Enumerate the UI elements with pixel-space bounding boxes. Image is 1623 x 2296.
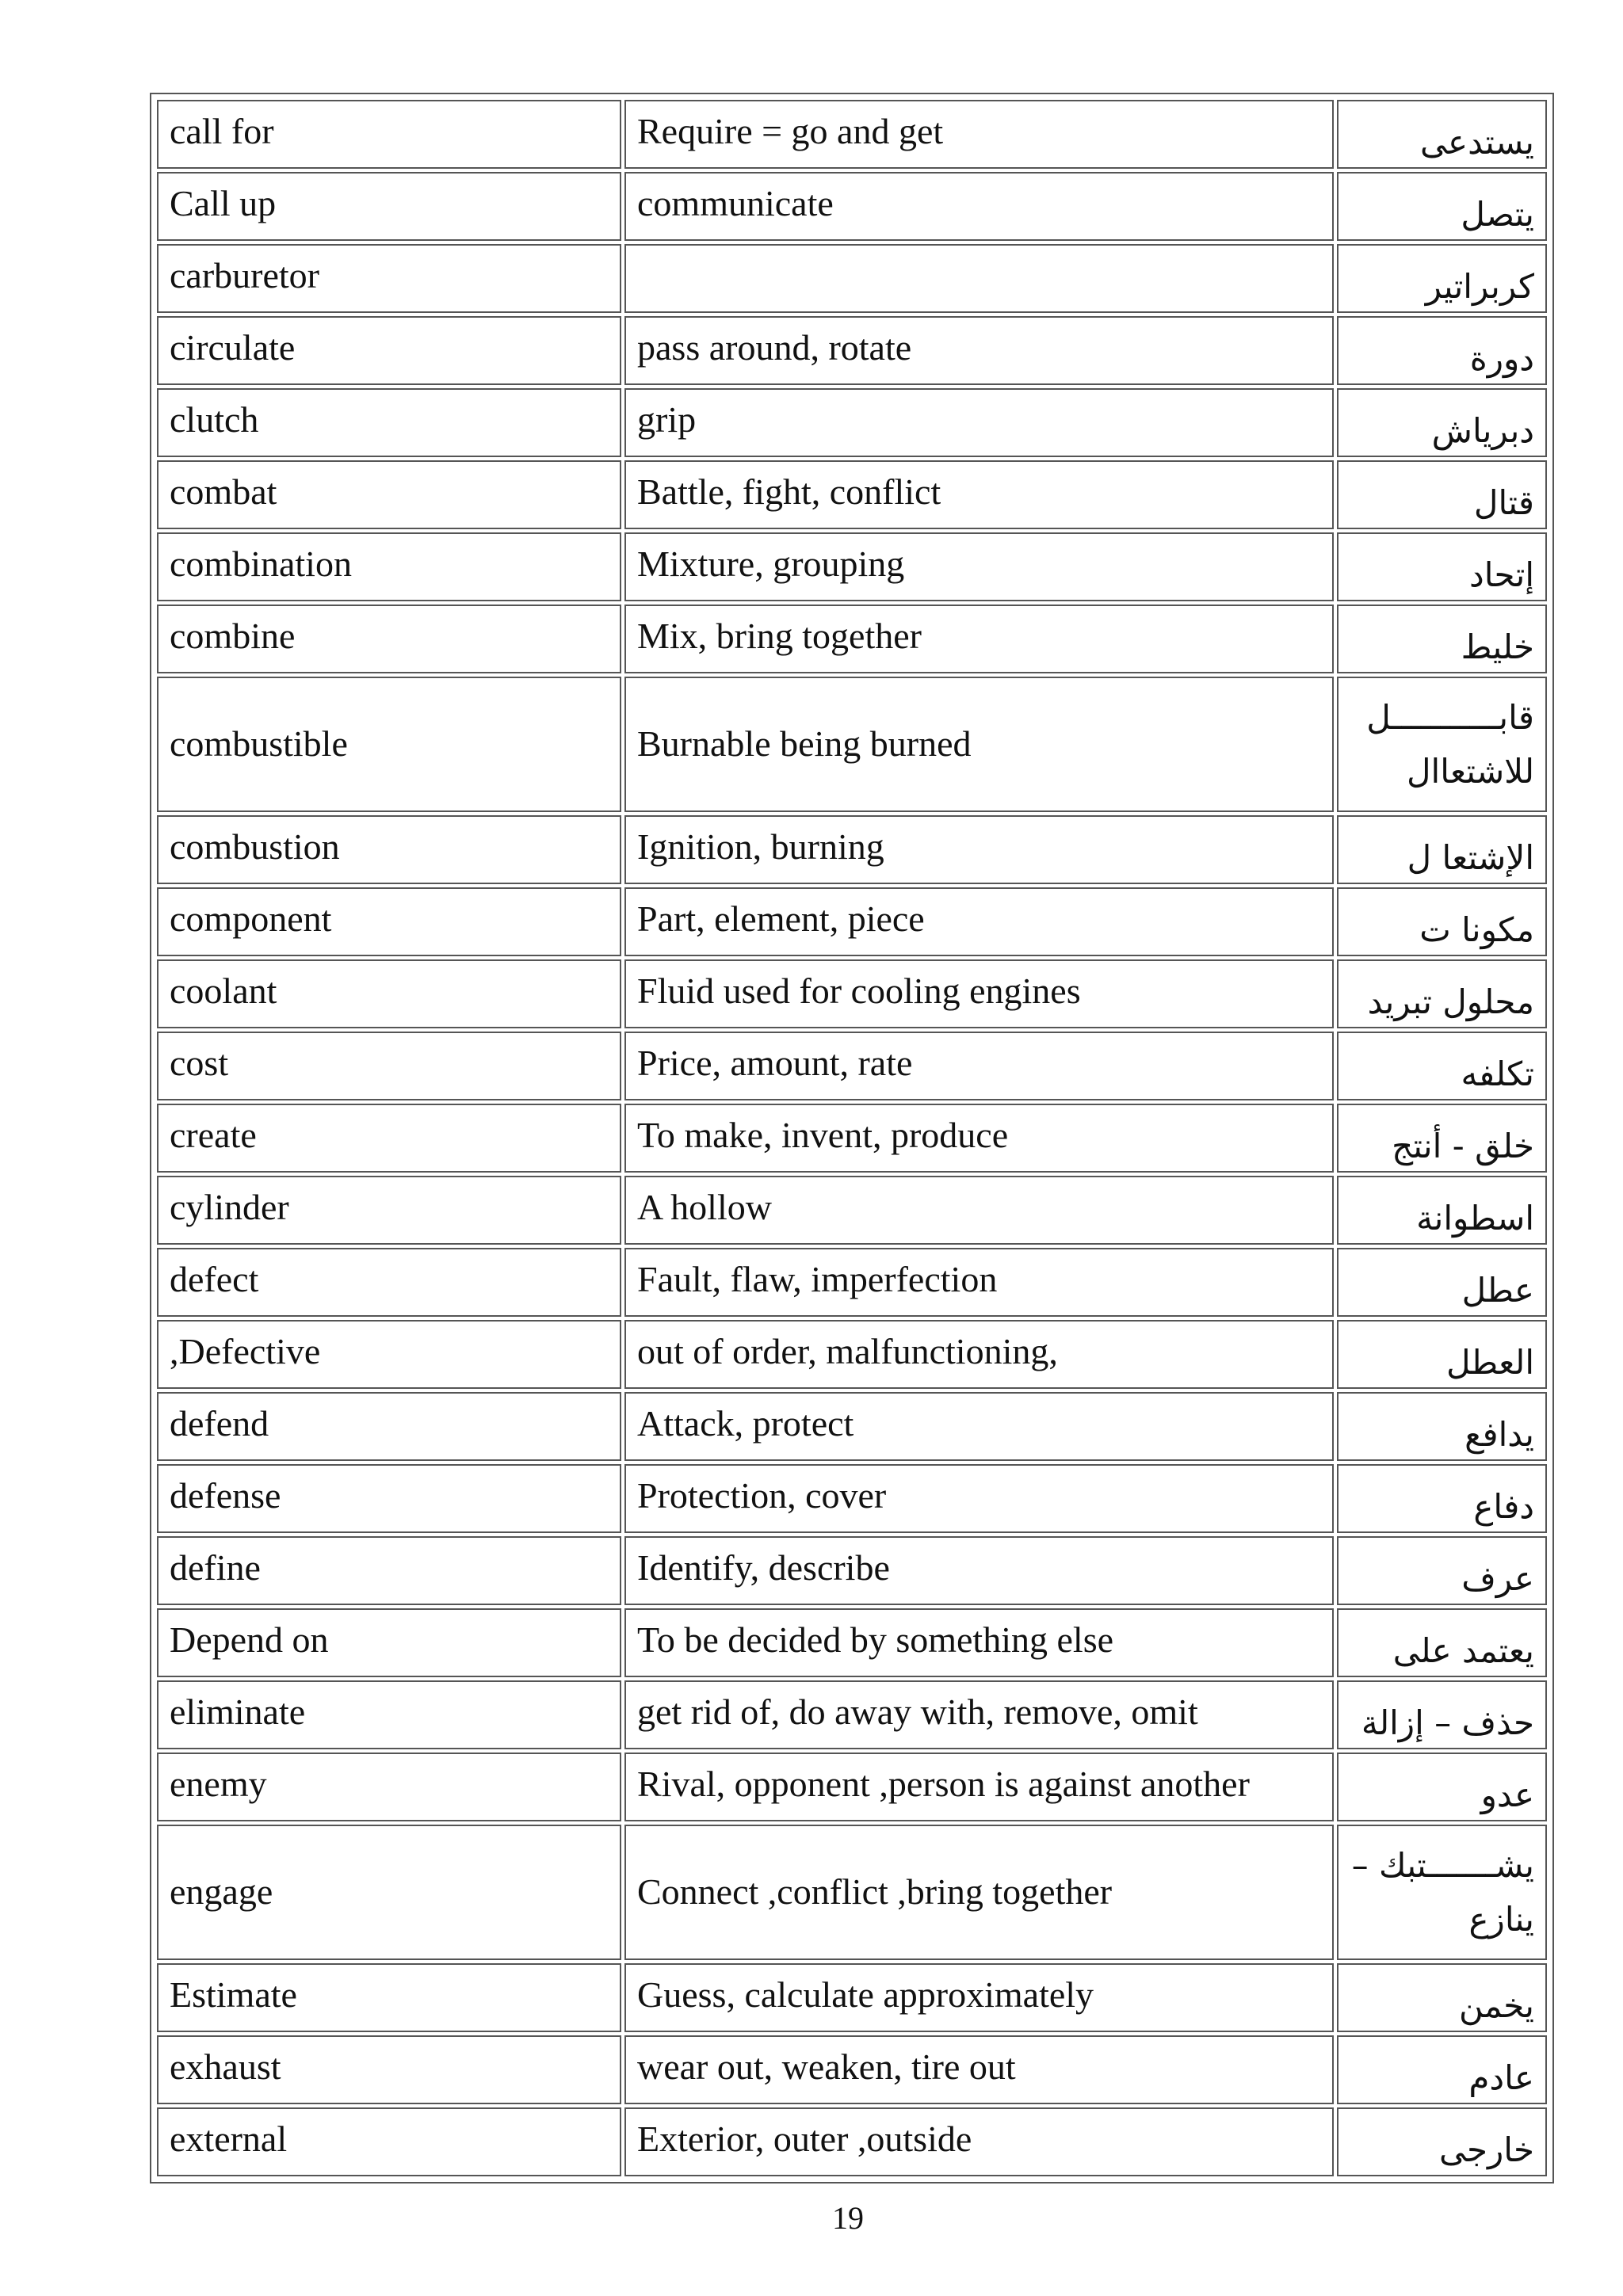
arabic-translation-cell: عادم — [1337, 2035, 1547, 2104]
term-cell: combine — [157, 605, 621, 673]
arabic-translation-cell: يدافع — [1337, 1392, 1547, 1461]
arabic-translation-cell: عطل — [1337, 1248, 1547, 1317]
arabic-translation-cell: الإشتعا ل — [1337, 815, 1547, 884]
table-row — [157, 1464, 1547, 1533]
definition-cell: Mix, bring together — [624, 605, 1334, 673]
definition-cell — [624, 244, 1334, 313]
arabic-translation-cell: خليط — [1337, 605, 1547, 673]
definition-cell: Battle, fight, conflict — [624, 460, 1334, 529]
definition-cell: Fluid used for cooling engines — [624, 959, 1334, 1028]
definition-cell: wear out, weaken, tire out — [624, 2035, 1334, 2104]
term-cell: defect — [157, 1248, 621, 1317]
term-cell: defend — [157, 1392, 621, 1461]
arabic-translation-cell: يستدعى — [1337, 100, 1547, 169]
term-cell: circulate — [157, 316, 621, 385]
term-cell: combustion — [157, 815, 621, 884]
term-cell: combustible — [157, 677, 621, 812]
table-row — [157, 244, 1547, 313]
term-cell: create — [157, 1104, 621, 1173]
definition-cell: Identify, describe — [624, 1536, 1334, 1605]
arabic-translation-cell: حذف – إزالة — [1337, 1680, 1547, 1749]
term-cell: external — [157, 2107, 621, 2176]
term-cell: combat — [157, 460, 621, 529]
table-row — [157, 887, 1547, 956]
vocabulary-table-frame — [150, 93, 1554, 2183]
arabic-translation-cell: دفاع — [1337, 1464, 1547, 1533]
definition-cell: To make, invent, produce — [624, 1104, 1334, 1173]
arabic-translation-cell: كربراتير — [1337, 244, 1547, 313]
arabic-translation-cell: اسطوانة — [1337, 1176, 1547, 1245]
definition-cell: pass around, rotate — [624, 316, 1334, 385]
vocabulary-table — [154, 97, 1550, 2180]
term-cell: combination — [157, 532, 621, 601]
arabic-translation-cell: يتصل — [1337, 172, 1547, 241]
term-cell: engage — [157, 1825, 621, 1960]
definition-cell: get rid of, do away with, remove, omit — [624, 1680, 1334, 1749]
arabic-translation-cell: إتحاد — [1337, 532, 1547, 601]
definition-cell: Part, element, piece — [624, 887, 1334, 956]
definition-cell: Burnable being burned — [624, 677, 1334, 812]
arabic-translation-cell: خارجى — [1337, 2107, 1547, 2176]
arabic-translation-cell: مكونا ت — [1337, 887, 1547, 956]
term-cell: coolant — [157, 959, 621, 1028]
table-row — [157, 172, 1547, 241]
table-row — [157, 677, 1547, 812]
page-number: 19 — [832, 2200, 864, 2236]
term-cell: cost — [157, 1032, 621, 1100]
arabic-translation-cell: العطل — [1337, 1320, 1547, 1389]
term-cell: carburetor — [157, 244, 621, 313]
table-row — [157, 959, 1547, 1028]
table-row — [157, 1680, 1547, 1749]
definition-cell: Fault, flaw, imperfection — [624, 1248, 1334, 1317]
table-row — [157, 388, 1547, 457]
arabic-translation-cell: عدو — [1337, 1753, 1547, 1821]
term-cell: Depend on — [157, 1608, 621, 1677]
table-row — [157, 1392, 1547, 1461]
definition-cell: Ignition, burning — [624, 815, 1334, 884]
table-row — [157, 1536, 1547, 1605]
arabic-translation-cell: قتال — [1337, 460, 1547, 529]
definition-cell: communicate — [624, 172, 1334, 241]
arabic-translation-cell: دورة — [1337, 316, 1547, 385]
table-row — [157, 605, 1547, 673]
term-cell: enemy — [157, 1753, 621, 1821]
table-row — [157, 2035, 1547, 2104]
table-row — [157, 1608, 1547, 1677]
definition-cell: Connect ,conflict ,bring together — [624, 1825, 1334, 1960]
term-cell: exhaust — [157, 2035, 621, 2104]
term-cell: Call up — [157, 172, 621, 241]
definition-cell: Require = go and get — [624, 100, 1334, 169]
table-row — [157, 460, 1547, 529]
term-cell: clutch — [157, 388, 621, 457]
table-row — [157, 1825, 1547, 1960]
term-cell: define — [157, 1536, 621, 1605]
arabic-translation-cell: يعتمد على — [1337, 1608, 1547, 1677]
definition-cell: Protection, cover — [624, 1464, 1334, 1533]
table-row — [157, 1104, 1547, 1173]
definition-cell: Price, amount, rate — [624, 1032, 1334, 1100]
vocabulary-table-body — [157, 100, 1547, 2176]
term-cell: defense — [157, 1464, 621, 1533]
table-row — [157, 316, 1547, 385]
table-row — [157, 1320, 1547, 1389]
table-row — [157, 815, 1547, 884]
arabic-translation-cell: قابـــــــــــل للاشتعاال — [1337, 677, 1547, 812]
table-row — [157, 1248, 1547, 1317]
definition-cell: A hollow — [624, 1176, 1334, 1245]
arabic-translation-cell: دبرياش — [1337, 388, 1547, 457]
arabic-translation-cell: يخمن — [1337, 1963, 1547, 2032]
arabic-translation-cell: يشـــــــتبك – ينازع — [1337, 1825, 1547, 1960]
table-row — [157, 532, 1547, 601]
definition-cell: grip — [624, 388, 1334, 457]
definition-cell: To be decided by something else — [624, 1608, 1334, 1677]
definition-cell: Exterior, outer ,outside — [624, 2107, 1334, 2176]
arabic-translation-cell: تكلفه — [1337, 1032, 1547, 1100]
table-row — [157, 1963, 1547, 2032]
arabic-translation-cell: عرف — [1337, 1536, 1547, 1605]
term-cell: ,Defective — [157, 1320, 621, 1389]
definition-cell: Guess, calculate approximately — [624, 1963, 1334, 2032]
term-cell: call for — [157, 100, 621, 169]
table-row — [157, 100, 1547, 169]
definition-cell: Attack, protect — [624, 1392, 1334, 1461]
term-cell: Estimate — [157, 1963, 621, 2032]
term-cell: cylinder — [157, 1176, 621, 1245]
arabic-translation-cell: محلول تبريد — [1337, 959, 1547, 1028]
definition-cell: out of order, malfunctioning, — [624, 1320, 1334, 1389]
term-cell: component — [157, 887, 621, 956]
definition-cell: Rival, opponent ,person is against another — [624, 1753, 1334, 1821]
table-row — [157, 1176, 1547, 1245]
term-cell: eliminate — [157, 1680, 621, 1749]
arabic-translation-cell: خلق - أنتج — [1337, 1104, 1547, 1173]
table-row — [157, 1032, 1547, 1100]
table-row — [157, 2107, 1547, 2176]
definition-cell: Mixture, grouping — [624, 532, 1334, 601]
table-row — [157, 1753, 1547, 1821]
